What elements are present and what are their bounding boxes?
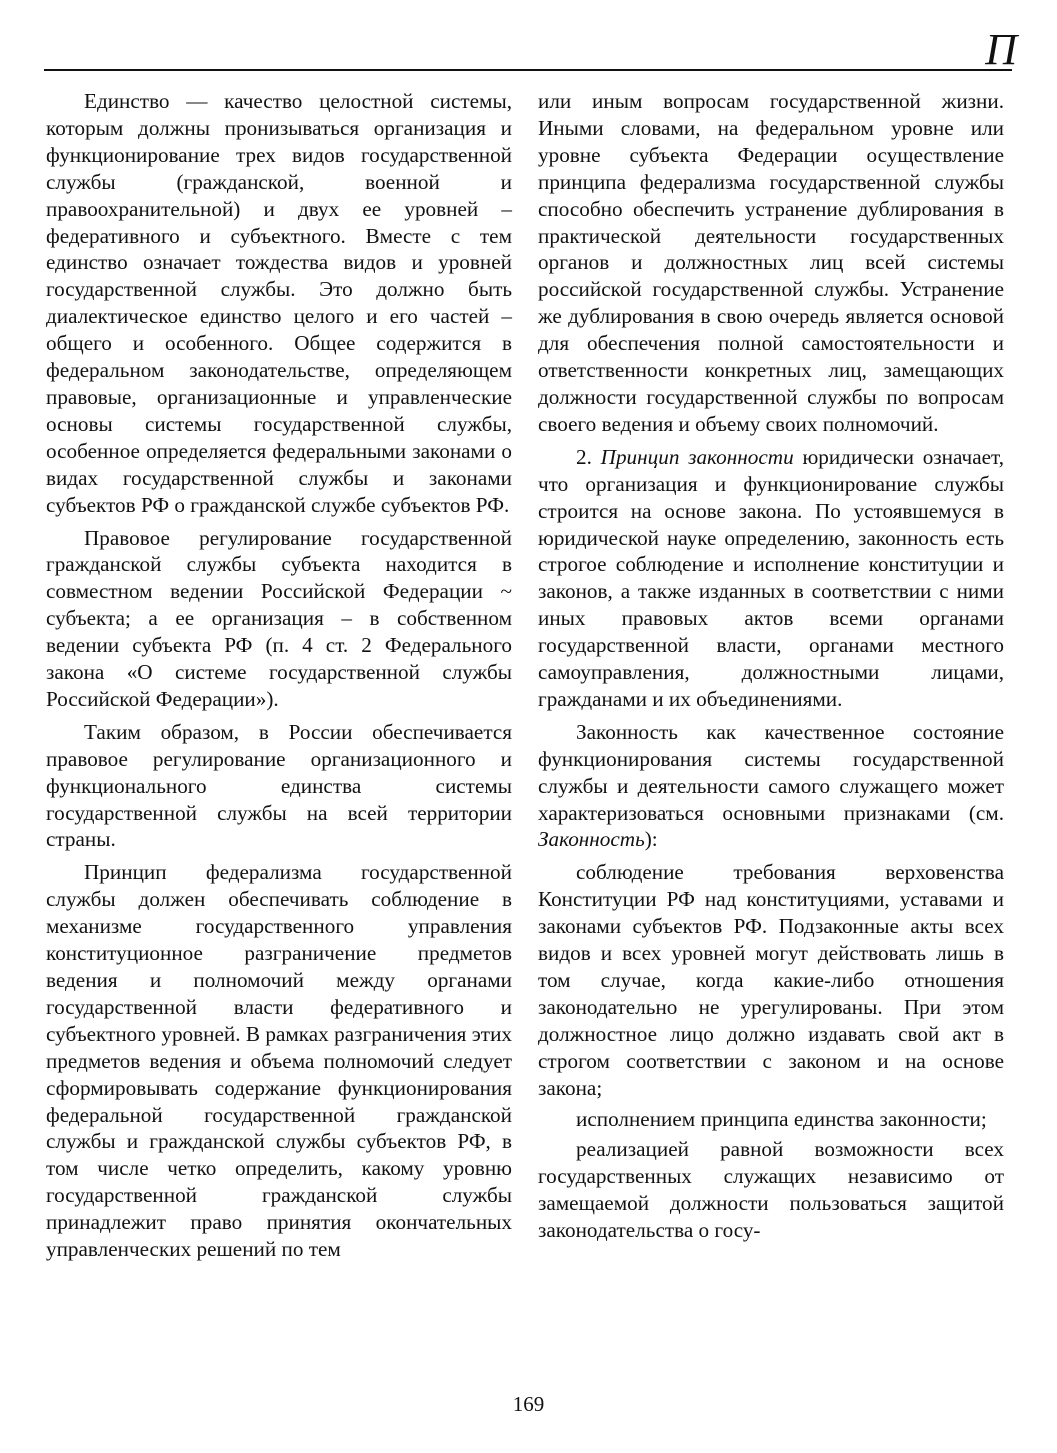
cross-reference-legality: Законность <box>538 827 645 852</box>
paragraph-unity: Единство — качество целостной системы, которым должны пронизываться организация и функционирование трех видов государственной службы (гражданской, военной и правоохранительной) и двух ее уровней – федеративного и субъектного. Вместе с тем единство означает тождества видов и уровней государственной службы. Это должно быть диалектическое единство целого и его частей – общего и особенного. Общее содержится в федеральном законодательстве, определяющем правовые, организационные и управленческие основы системы государственной службы, особенное определяется федеральными законами о видах государственной службы и законами субъектов РФ о гражданской службе субъектов РФ. <box>46 89 512 517</box>
legality-definition-text: юридически означает, что организация и функционирование службы строится на основе закона. По устоявшемуся в юридической науке определению, законность есть строгое соблюдение и исполнение конституции и законов, а также изданных в соответствии с ними иных правовых актов всеми органами государственной власти, органами местного самоуправления, должностными лицами, гражданами и их объединениями. <box>538 444 1004 711</box>
legality-features-text: Законность как качественное состояние функционирования системы государственной службы и деятельности самого служащего может характеризоваться основными признаками (см. <box>538 719 1004 825</box>
right-column <box>538 88 1004 1248</box>
header-rule <box>44 69 1012 71</box>
feature-item-equal-opportunity: реализацией равной возможности всех государственных служащих независимо от замещаемой должности пользоваться защитой законодательства о госу- <box>538 1137 1004 1243</box>
item-number: 2. <box>576 444 592 469</box>
left-column <box>46 88 512 1269</box>
running-head-letter: П <box>985 25 1017 74</box>
feature-item-constitution-supremacy: соблюдение требования верховенства Конституции РФ над конституциями, уставами и законами субъектов РФ. Подзаконные акты всех видов и всех уровней могут действовать лишь в том случае, когда какие-либо отношения законодательно не урегулированы. При этом должностное лицо должно издавать свой акт в строгом соответствии с законом и на основе закона; <box>538 860 1004 1100</box>
paragraph-legality-principle <box>538 444 1004 713</box>
paragraph-legal-regulation: Правовое регулирование государственной гражданской службы субъекта находится в совместном ведении Российской Федерации ~ субъекта; а ее организация – в собственном ведении субъекта РФ (п. 4 ст. 2 Федерального закона «О системе государственной службы Российской Федерации»). <box>46 525 512 711</box>
paragraph-conclusion: Таким образом, в России обеспечивается правовое регулирование организационного и функционального единства системы государственной службы на всей территории страны. <box>46 719 512 852</box>
page-number: 169 <box>512 1392 545 1416</box>
cross-reference-close: ): <box>644 827 658 852</box>
paragraph-federalism-continued: или иным вопросам государственной жизни. Иными словами, на федеральном уровне или уровне субъекта Федерации осуществление принципа федерализма государственной службы способно обеспечить устранение дублирования в практической деятельности государственных органов и должностных лиц всей системы российской государственной службы. Устранение же дублирования в свою очередь является основой для обеспечения полной самостоятельности и ответственности конкретных лиц, замещающих должности государственной службы по вопросам своего ведения и объему своих полномочий. <box>538 89 1004 436</box>
paragraph-federalism-principle: Принцип федерализма государственной службы должен обеспечивать соблюдение в механизме государственного управления конституционное разграничение предметов ведения и полномочий между органами государственной власти федеративного и субъектного уровней. В рамках разграничения этих предметов ведения и объема полномочий следует сформировывать содержание функционирования федеральной государственной гражданской службы и гражданской службы субъектов РФ, в том числе четко определить, какому уровню государственной гражданской службы принадлежит право принятия окончательных управленческих решений по тем <box>46 860 512 1262</box>
paragraph-legality-features <box>538 719 1004 854</box>
feature-item-unity-of-legality: исполнением принципа единства законности; <box>576 1106 987 1131</box>
term-legality-principle: Принцип законности <box>600 444 794 469</box>
